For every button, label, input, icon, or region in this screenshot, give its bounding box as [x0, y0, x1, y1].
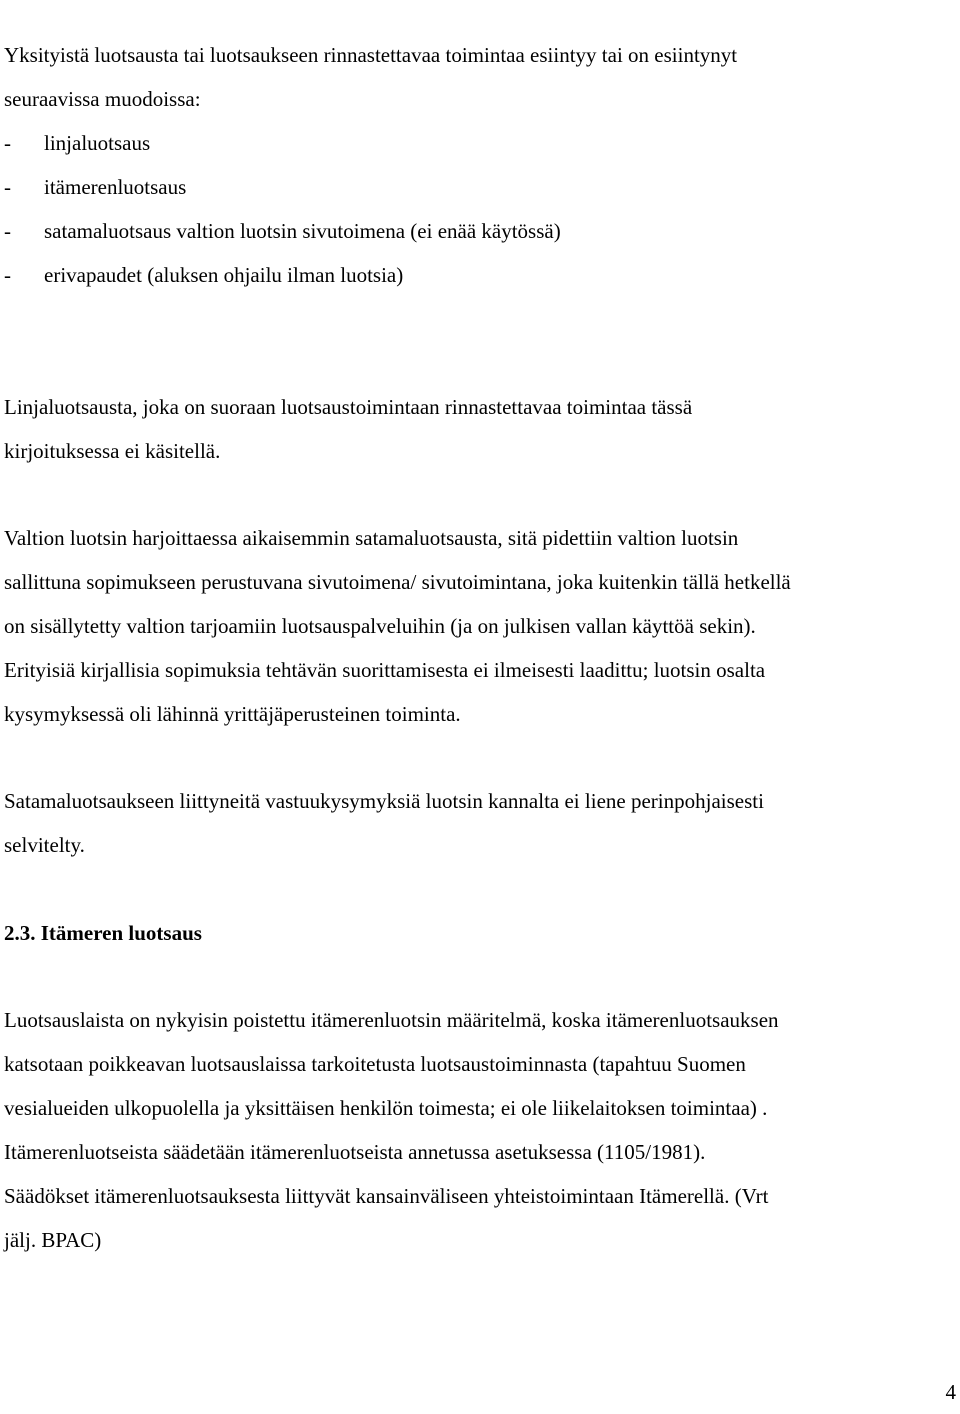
paragraph-line: on sisällytetty valtion tarjoamiin luotsauspalveluihin (ja on julkisen vallan käyttöä sekin).	[4, 614, 756, 638]
paragraph-line: kirjoituksessa ei käsitellä.	[4, 439, 221, 463]
paragraph-line: Linjaluotsausta, joka on suoraan luotsaustoimintaan rinnastettavaa toimintaa tässä	[4, 395, 693, 419]
paragraph-linjaluotsaus	[4, 385, 958, 473]
list-item-text: itämerenluotsaus	[44, 175, 187, 199]
dash-bullet: -	[4, 131, 11, 155]
paragraph-line: sallittuna sopimukseen perustuvana sivutoimena/ sivutoimintana, joka kuitenkin tällä hetkellä	[4, 570, 791, 594]
paragraph-line: Satamaluotsaukseen liittyneitä vastuukysymyksiä luotsin kannalta ei liene perinpohjaisesti	[4, 789, 764, 813]
paragraph-line: selvitelty.	[4, 833, 85, 857]
paragraph-line: kysymyksessä oli lähinnä yrittäjäperusteinen toiminta.	[4, 702, 461, 726]
intro-line: seuraavissa muodoissa:	[4, 87, 201, 111]
dash-list	[4, 121, 958, 297]
paragraph-line: katsotaan poikkeavan luotsauslaissa tarkoitetusta luotsaustoiminnasta (tapahtuu Suomen	[4, 1052, 746, 1076]
page-number: 4	[945, 1380, 956, 1404]
list-item-text: linjaluotsaus	[44, 131, 151, 155]
list-item	[4, 121, 958, 165]
paragraph-line: vesialueiden ulkopuolella ja yksittäisen henkilön toimesta; ei ole liikelaitoksen toimintaa) .	[4, 1096, 768, 1120]
paragraph-itameren-luotsaus	[4, 998, 958, 1262]
section-heading: 2.3. Itämeren luotsaus	[4, 921, 202, 945]
paragraph-line: Säädökset itämerenluotsauksesta liittyvät kansainväliseen yhteistoimintaan Itämerellä. (Vrt	[4, 1184, 769, 1208]
paragraph-line: Valtion luotsin harjoittaessa aikaisemmin satamaluotsausta, sitä pidettiin valtion luotsin	[4, 526, 739, 550]
list-item	[4, 165, 958, 209]
list-item-text: erivapaudet (aluksen ohjailu ilman luotsia)	[44, 263, 404, 287]
paragraph-line: jälj. BPAC)	[4, 1228, 102, 1252]
list-item	[4, 253, 958, 297]
paragraph-line: Itämerenluotseista säädetään itämerenluotseista annetussa asetuksessa (1105/1981).	[4, 1140, 706, 1164]
list-item-text: satamaluotsaus valtion luotsin sivutoimena (ei enää käytössä)	[44, 219, 561, 243]
dash-bullet: -	[4, 263, 11, 287]
paragraph-vastuukysymykset	[4, 779, 958, 867]
dash-bullet: -	[4, 175, 11, 199]
dash-bullet: -	[4, 219, 11, 243]
list-item	[4, 209, 958, 253]
intro-paragraph	[4, 33, 958, 121]
intro-line: Yksityistä luotsausta tai luotsaukseen rinnastettavaa toimintaa esiintyy tai on esiintynyt	[4, 43, 738, 67]
paragraph-line: Erityisiä kirjallisia sopimuksia tehtävän suorittamisesta ei ilmeisesti laadittu; luotsin osalta	[4, 658, 766, 682]
paragraph-line: Luotsauslaista on nykyisin poistettu itämerenluotsin määritelmä, koska itämerenluotsauksen	[4, 1008, 779, 1032]
paragraph-satamaluotsaus	[4, 516, 958, 736]
